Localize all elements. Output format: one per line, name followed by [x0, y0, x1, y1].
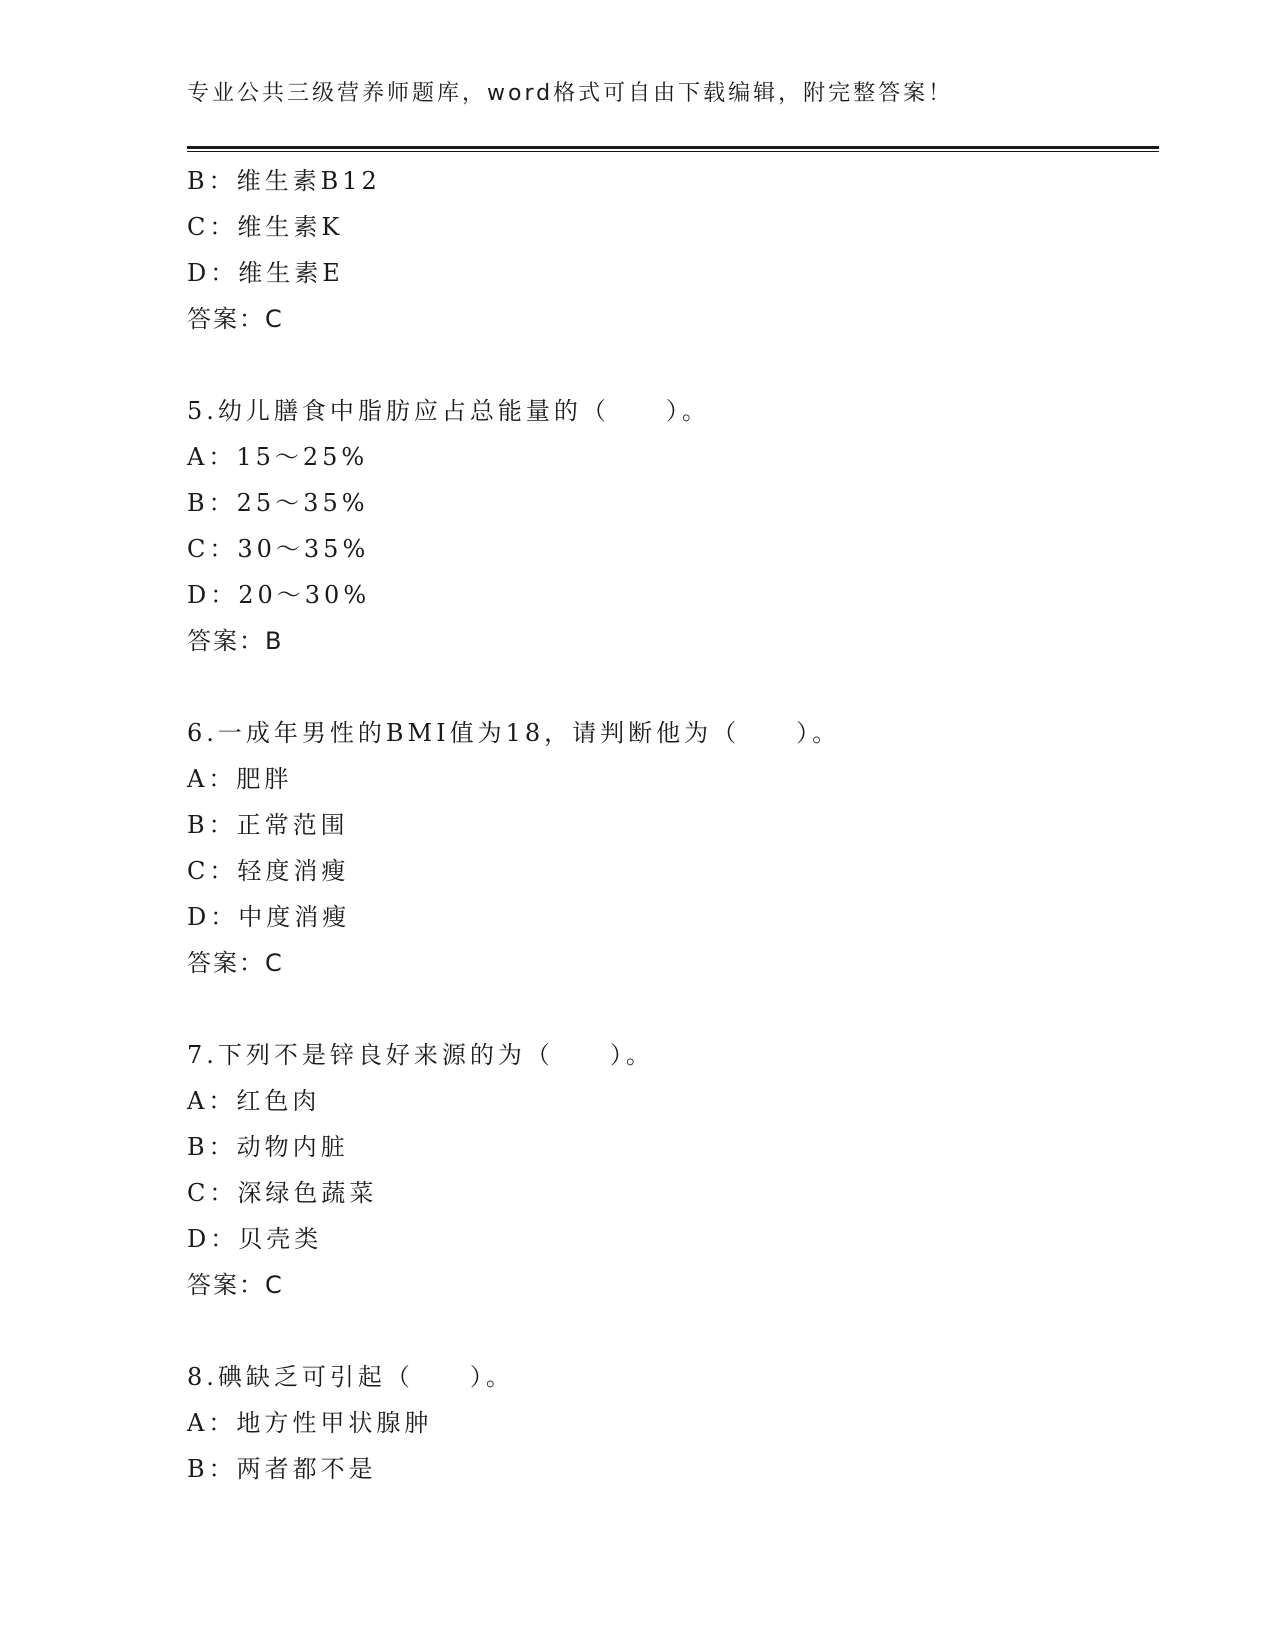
option-b: B：正常范围: [187, 811, 349, 839]
header-divider-thin: [187, 151, 1159, 152]
answer: 答案：C: [187, 1271, 284, 1299]
question-4-tail: [187, 158, 1159, 342]
question-text: 5.幼儿膳食中脂肪应占总能量的（ ）。: [187, 397, 710, 425]
answer: 答案：C: [187, 949, 284, 977]
question-text: 6.一成年男性的BMI值为18，请判断他为（ ）。: [187, 719, 841, 747]
question-5: [187, 388, 1159, 664]
question-text: 8.碘缺乏可引起（ ）。: [187, 1363, 514, 1391]
option-b: B：维生素B12: [187, 167, 381, 195]
question-6: [187, 710, 1159, 986]
option-d: D：维生素E: [187, 259, 344, 287]
option-d: D：中度消瘦: [187, 903, 351, 931]
question-list: [187, 158, 1159, 1492]
option-c: C：深绿色蔬菜: [187, 1179, 378, 1207]
question-text: 7.下列不是锌良好来源的为（ ）。: [187, 1041, 654, 1069]
option-a: A：地方性甲状腺肿: [187, 1409, 433, 1437]
option-c: C：维生素K: [187, 213, 344, 241]
option-d: D：20～30%: [187, 581, 371, 609]
option-b: B：两者都不是: [187, 1455, 377, 1483]
option-c: C：轻度消瘦: [187, 857, 350, 885]
option-d: D：贝壳类: [187, 1225, 323, 1253]
question-8: [187, 1354, 1159, 1492]
option-b: B：动物内脏: [187, 1133, 349, 1161]
header-divider-thick: [187, 146, 1159, 149]
option-a: A：红色肉: [187, 1087, 321, 1115]
page-header: 专业公共三级营养师题库，word格式可自由下载编辑，附完整答案！: [187, 81, 954, 106]
option-a: A：肥胖: [187, 765, 293, 793]
answer: 答案：B: [187, 627, 284, 655]
answer: 答案：C: [187, 305, 284, 333]
question-7: [187, 1032, 1159, 1308]
option-a: A：15～25%: [187, 443, 369, 471]
option-c: C：30～35%: [187, 535, 370, 563]
option-b: B：25～35%: [187, 489, 369, 517]
